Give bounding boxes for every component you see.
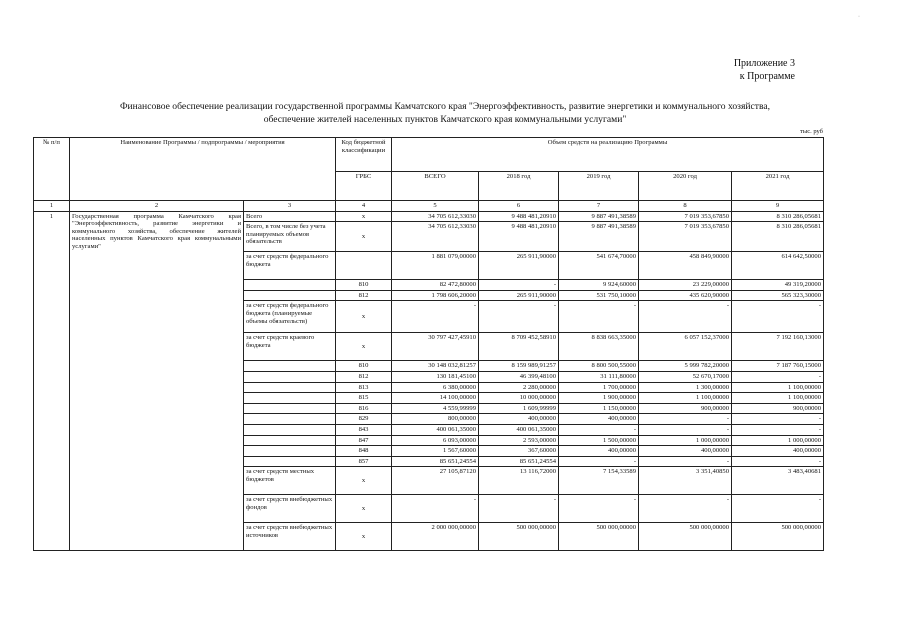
amount-2018: 8 709 452,58910 xyxy=(479,333,559,361)
funding-source: за счет средств внебюджетных фондов xyxy=(244,495,336,523)
index-cell: 6 xyxy=(479,201,559,212)
amount-2021: 500 000,00000 xyxy=(732,523,824,551)
appendix-line-2: к Программе xyxy=(739,71,795,82)
amount-total: 800,00000 xyxy=(392,414,479,425)
header-year-2020: 2020 год xyxy=(639,172,732,201)
grbs-code: x xyxy=(336,523,392,551)
amount-total: 85 651,24554 xyxy=(392,456,479,467)
amount-2020: - xyxy=(639,301,732,333)
amount-total: 130 181,45100 xyxy=(392,371,479,382)
amount-total: 1 881 079,00000 xyxy=(392,252,479,280)
index-cell: 3 xyxy=(244,201,336,212)
amount-2020: 1 000,00000 xyxy=(639,435,732,446)
amount-2019: 8 800 500,55000 xyxy=(559,361,639,372)
funding-source xyxy=(244,280,336,291)
funding-source: Всего xyxy=(244,211,336,222)
amount-2020: 7 019 353,67850 xyxy=(639,222,732,252)
amount-2020: 52 670,17000 xyxy=(639,371,732,382)
amount-2021: 3 483,40681 xyxy=(732,467,824,495)
appendix-label xyxy=(734,57,795,83)
amount-total: 82 472,80000 xyxy=(392,280,479,291)
amount-2020: - xyxy=(639,424,732,435)
funding-source: Всего, в том числе без учета планируемых объемов обязательств xyxy=(244,222,336,252)
header-total: ВСЕГО xyxy=(392,172,479,201)
funding-source xyxy=(244,382,336,393)
amount-2021: 400,00000 xyxy=(732,446,824,457)
header-name: Наименование Программы / подпрограммы / мероприятия xyxy=(70,138,336,201)
amount-total: 400 061,35000 xyxy=(392,424,479,435)
header-year-2018: 2018 год xyxy=(479,172,559,201)
amount-2020: - xyxy=(639,495,732,523)
scan-mark: · xyxy=(858,14,860,20)
amount-2021: 1 100,00000 xyxy=(732,382,824,393)
amount-2021: - xyxy=(732,414,824,425)
amount-2019: - xyxy=(559,495,639,523)
amount-2019: - xyxy=(559,456,639,467)
index-cell: 4 xyxy=(336,201,392,212)
grbs-code: x xyxy=(336,467,392,495)
grbs-code xyxy=(336,252,392,280)
amount-2018: 46 399,48100 xyxy=(479,371,559,382)
amount-2021: - xyxy=(732,371,824,382)
amount-total: 14 100,00000 xyxy=(392,393,479,404)
amount-2020: 1 300,00000 xyxy=(639,382,732,393)
amount-2020: - xyxy=(639,414,732,425)
header-code: Код бюджетной классификации xyxy=(336,138,392,172)
amount-2020: 3 351,40850 xyxy=(639,467,732,495)
amount-2018: 400 061,35000 xyxy=(479,424,559,435)
amount-2020: - xyxy=(639,456,732,467)
amount-2021: - xyxy=(732,424,824,435)
amount-2018: 85 651,24554 xyxy=(479,456,559,467)
funding-source: за счет средств федерального бюджета xyxy=(244,252,336,280)
amount-total: 4 559,99999 xyxy=(392,403,479,414)
amount-2019: 500 000,00000 xyxy=(559,523,639,551)
grbs-code: x xyxy=(336,211,392,222)
amount-2021: - xyxy=(732,495,824,523)
grbs-code: 816 xyxy=(336,403,392,414)
amount-2018: 13 116,72000 xyxy=(479,467,559,495)
amount-2019: 31 111,80000 xyxy=(559,371,639,382)
program-number: 1 xyxy=(34,211,70,551)
header-volume: Объем средств на реализацию Программы xyxy=(392,138,824,172)
amount-total: 27 105,87120 xyxy=(392,467,479,495)
amount-2018: 400,00000 xyxy=(479,414,559,425)
amount-2020: 23 229,00000 xyxy=(639,280,732,291)
grbs-code: 812 xyxy=(336,290,392,301)
index-cell: 7 xyxy=(559,201,639,212)
amount-total: 6 093,00000 xyxy=(392,435,479,446)
amount-2021: 8 310 286,05681 xyxy=(732,222,824,252)
amount-2021: 900,00000 xyxy=(732,403,824,414)
title-line-1: Финансовое обеспечение реализации государственной программы Камчатского края "Энергоэффективность, развитие энергетики и коммунального хозяйства, xyxy=(119,101,771,112)
amount-total: 1 567,60000 xyxy=(392,446,479,457)
grbs-code: 843 xyxy=(336,424,392,435)
amount-2020: 458 849,90000 xyxy=(639,252,732,280)
index-cell: 2 xyxy=(70,201,244,212)
amount-2021: 7 187 760,15000 xyxy=(732,361,824,372)
amount-2021: 614 642,50000 xyxy=(732,252,824,280)
amount-2018: 367,60000 xyxy=(479,446,559,457)
funding-source xyxy=(244,403,336,414)
amount-2021: 49 319,20000 xyxy=(732,280,824,291)
grbs-code: x xyxy=(336,301,392,333)
amount-total: 34 705 612,33030 xyxy=(392,211,479,222)
amount-2019: 1 150,00000 xyxy=(559,403,639,414)
amount-2020: 435 620,90000 xyxy=(639,290,732,301)
header-row xyxy=(34,138,824,172)
amount-2020: 900,00000 xyxy=(639,403,732,414)
grbs-code: 848 xyxy=(336,446,392,457)
amount-total: - xyxy=(392,301,479,333)
index-cell: 5 xyxy=(392,201,479,212)
grbs-code: 812 xyxy=(336,371,392,382)
appendix-line-1: Приложение 3 xyxy=(733,58,795,69)
amount-total: 30 797 427,45910 xyxy=(392,333,479,361)
amount-2019: 400,00000 xyxy=(559,446,639,457)
amount-2020: 7 019 353,67850 xyxy=(639,211,732,222)
amount-2018: - xyxy=(479,280,559,291)
index-cell: 9 xyxy=(732,201,824,212)
amount-2018: 8 159 989,91257 xyxy=(479,361,559,372)
amount-total: 34 705 612,33030 xyxy=(392,222,479,252)
amount-2019: 531 750,10000 xyxy=(559,290,639,301)
funding-source xyxy=(244,393,336,404)
amount-total: 2 000 000,00000 xyxy=(392,523,479,551)
amount-2020: 500 000,00000 xyxy=(639,523,732,551)
amount-2018: 265 911,90000 xyxy=(479,252,559,280)
amount-2018: 500 000,00000 xyxy=(479,523,559,551)
amount-2021: 565 323,30000 xyxy=(732,290,824,301)
title-line-2: обеспечение жителей населенных пунктов Камчатского края коммунальными услугами" xyxy=(263,114,627,125)
grbs-code: x xyxy=(336,495,392,523)
funding-source xyxy=(244,446,336,457)
amount-2020: 400,00000 xyxy=(639,446,732,457)
amount-2021: 1 100,00000 xyxy=(732,393,824,404)
funding-source xyxy=(244,414,336,425)
amount-2021: 1 000,00000 xyxy=(732,435,824,446)
amount-2018: 9 488 481,20910 xyxy=(479,211,559,222)
amount-total: - xyxy=(392,495,479,523)
amount-2018: - xyxy=(479,301,559,333)
amount-2018: 1 609,99999 xyxy=(479,403,559,414)
amount-2019: - xyxy=(559,301,639,333)
amount-2021: 8 310 286,05681 xyxy=(732,211,824,222)
header-num: № п/п xyxy=(34,138,70,201)
table-row xyxy=(34,211,824,222)
amount-total: 1 798 606,20000 xyxy=(392,290,479,301)
amount-2019: 541 674,70000 xyxy=(559,252,639,280)
grbs-code: x xyxy=(336,333,392,361)
funding-source xyxy=(244,456,336,467)
amount-2019: 9 924,60000 xyxy=(559,280,639,291)
funding-source: за счет средств внебюджетных источников xyxy=(244,523,336,551)
amount-2020: 1 100,00000 xyxy=(639,393,732,404)
amount-2019: 1 700,00000 xyxy=(559,382,639,393)
grbs-code: x xyxy=(336,222,392,252)
index-cell: 8 xyxy=(639,201,732,212)
funding-source xyxy=(244,290,336,301)
amount-2018: 10 000,00000 xyxy=(479,393,559,404)
amount-2018: 2 593,00000 xyxy=(479,435,559,446)
grbs-code: 813 xyxy=(336,382,392,393)
grbs-code: 810 xyxy=(336,361,392,372)
amount-2018: 2 280,00000 xyxy=(479,382,559,393)
funding-source: за счет средств федерального бюджета (планируемые объемы обязательств) xyxy=(244,301,336,333)
amount-total: 6 380,00000 xyxy=(392,382,479,393)
amount-2021: - xyxy=(732,301,824,333)
amount-2019: 8 838 663,35000 xyxy=(559,333,639,361)
amount-2020: 6 057 152,37000 xyxy=(639,333,732,361)
grbs-code: 815 xyxy=(336,393,392,404)
document-title xyxy=(40,100,850,126)
amount-2019: 7 154,33589 xyxy=(559,467,639,495)
units-label: тыс. руб xyxy=(800,128,823,135)
grbs-code: 857 xyxy=(336,456,392,467)
grbs-code: 810 xyxy=(336,280,392,291)
funding-source: за счет средств местных бюджетов xyxy=(244,467,336,495)
amount-2019: 400,00000 xyxy=(559,414,639,425)
header-year-2021: 2021 год xyxy=(732,172,824,201)
finance-table xyxy=(33,137,824,551)
funding-source xyxy=(244,361,336,372)
amount-2018: 265 911,90000 xyxy=(479,290,559,301)
amount-total: 30 148 032,81257 xyxy=(392,361,479,372)
amount-2019: - xyxy=(559,424,639,435)
amount-2019: 1 900,00000 xyxy=(559,393,639,404)
amount-2019: 1 500,00000 xyxy=(559,435,639,446)
program-name: Государственная программа Камчатского края "Энергоэффективность, развитие энергетики и коммунального хозяйства, обеспечение жителей населенных пунктов Камчатского края коммунальными услугами" xyxy=(70,211,244,551)
funding-source xyxy=(244,371,336,382)
amount-2021: - xyxy=(732,456,824,467)
funding-source xyxy=(244,424,336,435)
grbs-code: 847 xyxy=(336,435,392,446)
amount-2019: 9 887 491,38589 xyxy=(559,211,639,222)
funding-source: за счет средств краевого бюджета xyxy=(244,333,336,361)
grbs-code: 829 xyxy=(336,414,392,425)
amount-2020: 5 999 782,20000 xyxy=(639,361,732,372)
header-grbs: ГРБС xyxy=(336,172,392,201)
index-cell: 1 xyxy=(34,201,70,212)
amount-2021: 7 192 160,13000 xyxy=(732,333,824,361)
amount-2018: 9 488 481,20910 xyxy=(479,222,559,252)
index-row xyxy=(34,201,824,212)
amount-2018: - xyxy=(479,495,559,523)
funding-source xyxy=(244,435,336,446)
amount-2019: 9 887 491,38589 xyxy=(559,222,639,252)
header-year-2019: 2019 год xyxy=(559,172,639,201)
